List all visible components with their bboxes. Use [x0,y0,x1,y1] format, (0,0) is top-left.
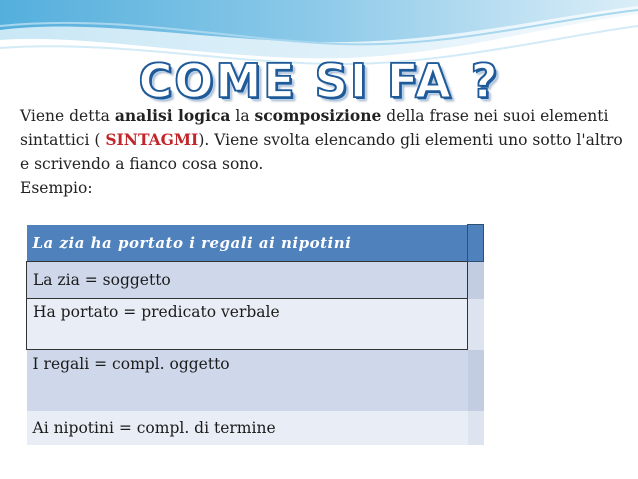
term-scomposizione: scomposizione [254,106,382,125]
example-sentence: La zia ha portato i regali ai nipotini [27,225,468,262]
paragraph-text: la [230,107,255,125]
intro-paragraph [20,104,632,200]
table-header-row [27,225,484,262]
table-row [27,411,484,445]
side-cell [468,262,484,299]
term-sintagmi: SINTAGMI [105,130,199,149]
row-subject: La zia = soggetto [27,262,468,299]
side-cell [468,411,484,445]
example-table [26,224,484,445]
table-row [27,299,484,350]
side-cell [468,350,484,412]
row-object: I regali = compl. oggetto [27,350,468,412]
term-analisi-logica: analisi logica [114,106,231,125]
paragraph-text: ). Viene svolta elencando gli elementi uno sotto l'altro e scrivendo a fianco cosa sono. [20,131,623,173]
paragraph-text: Viene detta [20,107,115,125]
example-label: Esempio: [20,179,93,197]
table-row [27,262,484,299]
row-term-complement: Ai nipotini = compl. di termine [27,411,468,445]
row-predicate: Ha portato = predicato verbale [27,299,468,350]
header-side-cell [468,225,484,262]
paragraph-text: della frase nei suoi elementi sintattici ( [20,107,609,149]
table-row [27,350,484,412]
slide-title: COME SI FA ? [138,54,500,108]
side-cell [468,299,484,350]
